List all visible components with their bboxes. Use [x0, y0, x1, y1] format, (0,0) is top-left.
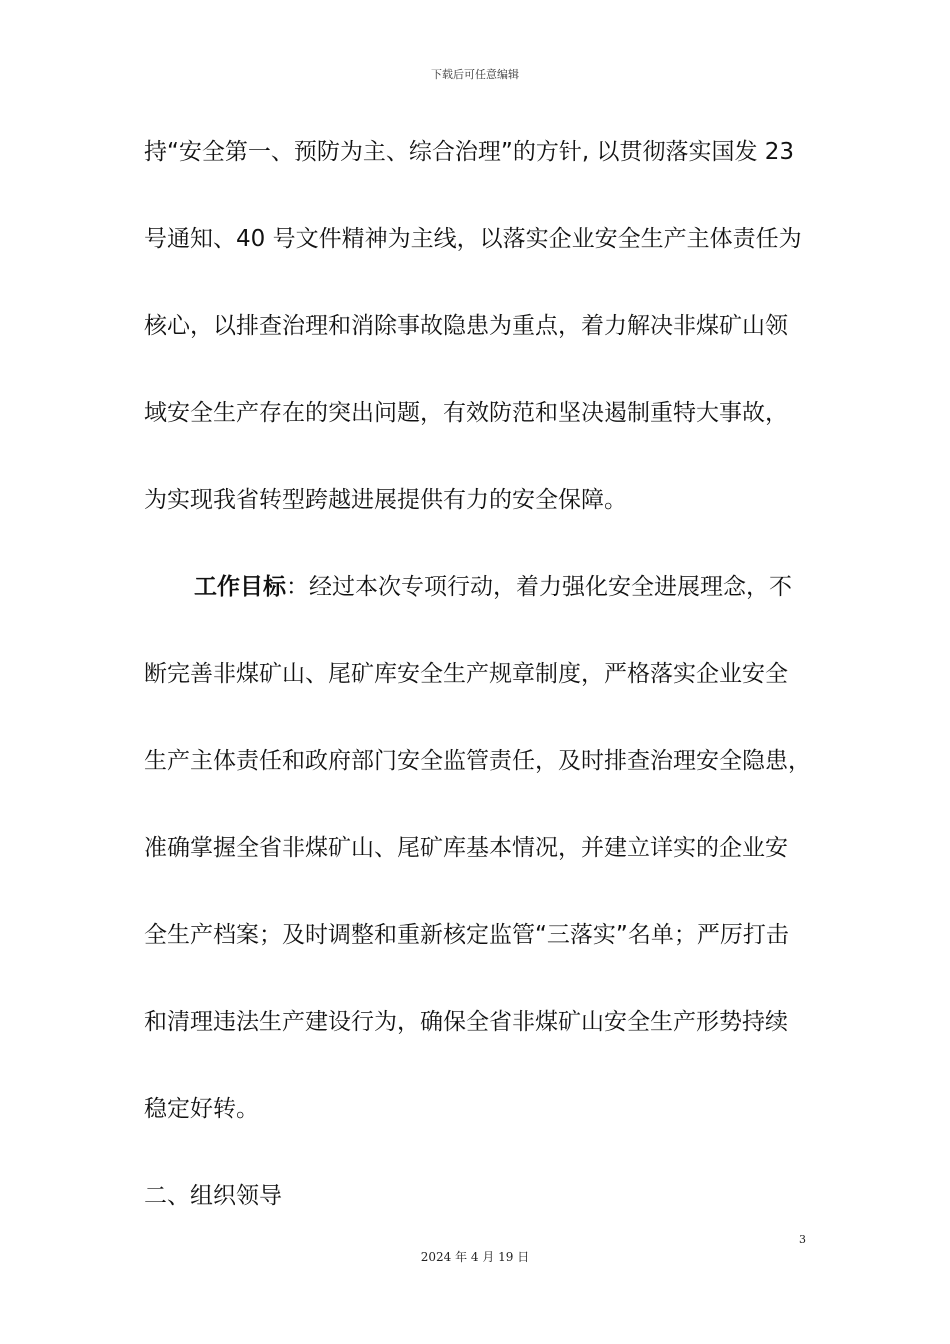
paragraph-line: 准确掌握全省非煤矿山、尾矿库基本情况，并建立详实的企业安: [144, 835, 788, 861]
section-heading: 二、组织领导: [144, 1183, 282, 1209]
page-header: 下载后可任意编辑: [431, 68, 519, 81]
paragraph-line: 号通知、40 号文件精神为主线，以落实企业安全生产主体责任为: [144, 226, 802, 252]
paragraph-line: 为实现我省转型跨越进展提供有力的安全保障。: [144, 487, 627, 513]
work-goal-label: 工作目标: [194, 574, 286, 600]
paragraph-line: 全生产档案；及时调整和重新核定监管“三落实”名单；严厉打击: [144, 922, 789, 948]
document-body: [144, 130, 824, 1261]
paragraph-line: 和清理违法生产建设行为，确保全省非煤矿山安全生产形势持续: [144, 1009, 788, 1035]
work-goal-line: [144, 565, 824, 652]
work-goal-text: ：经过本次专项行动，着力强化安全进展理念，不: [286, 574, 792, 600]
page-number: 3: [799, 1233, 806, 1246]
footer-date: 2024 年 4 月 19 日: [420, 1250, 530, 1264]
paragraph-line: 核心，以排查治理和消除事故隐患为重点，着力解决非煤矿山领: [144, 313, 788, 339]
paragraph-line: 域安全生产存在的突出问题，有效防范和坚决遏制重特大事故，: [144, 400, 788, 426]
paragraph-line: 生产主体责任和政府部门安全监管责任，及时排查治理安全隐患，: [144, 748, 811, 774]
paragraph-line: 持“安全第一、预防为主、综合治理”的方针, 以贯彻落实国发 23: [144, 139, 795, 165]
paragraph-line: 断完善非煤矿山、尾矿库安全生产规章制度，严格落实企业安全: [144, 661, 788, 687]
paragraph-line: 稳定好转。: [144, 1096, 259, 1122]
